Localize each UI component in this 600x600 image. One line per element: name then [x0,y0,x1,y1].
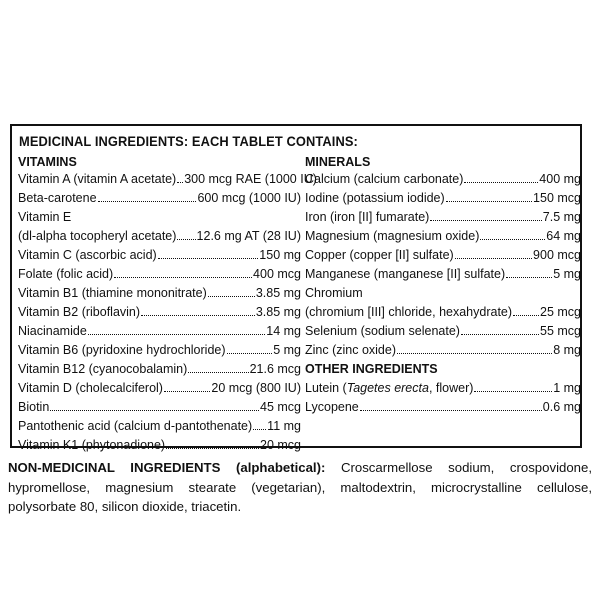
dot-leader [208,285,255,297]
non-medicinal-text: Croscarmellose sodium, crospovidone, hypromellose, magnesium stearate (vegetarian), maltodextrin, microcrystalline cellulose, polysorbate 80, silicon dioxide, triacetin. [8,460,592,514]
ingredient-amount: 150 mg [259,248,301,262]
ingredient-name: Vitamin D (cholecalciferol) [18,381,163,395]
dot-leader [430,209,541,221]
ingredient-amount: 64 mg [546,229,581,243]
ingredient-row [18,265,301,284]
dot-leader [158,247,259,259]
ingredient-name: Vitamin C (ascorbic acid) [18,248,157,262]
ingredient-row-lycopene [305,398,581,417]
dot-leader [253,418,266,430]
ingredient-amount: 14 mg [266,324,301,338]
ingredient-amount: 5 mg [553,267,581,281]
dot-leader [464,171,538,183]
ingredient-name: Vitamin A (vitamin A acetate) [18,172,177,186]
ingredient-amount: 8 mg [553,343,581,357]
ingredient-amount: 7.5 mg [542,210,581,224]
ingredient-name: Iron (iron [II] fumarate) [305,210,430,224]
ingredient-amount: 45 mcg [260,400,301,414]
ingredient-name: (dl-alpha tocopheryl acetate) [18,229,177,243]
dot-leader [188,361,248,373]
ingredient-row [18,170,317,189]
ingredient-row [305,208,581,227]
ingredient-name: Manganese (manganese [II] sulfate) [305,267,506,281]
dot-leader [455,247,532,259]
ingredient-name: Niacinamide [18,324,87,338]
ingredient-name: Beta-carotene [18,191,97,205]
dot-leader [461,323,539,335]
ingredient-name: Vitamin E [18,210,72,224]
dot-leader [141,304,255,316]
ingredient-row [18,398,301,417]
ingredient-row [18,189,301,208]
dot-leader [177,171,183,183]
ingredient-row [18,303,301,322]
ingredient-row [305,303,581,322]
minerals-column [305,154,581,417]
ingredient-row-lutein [305,379,581,398]
ingredient-row [305,322,581,341]
non-medicinal-label: NON-MEDICINAL INGREDIENTS (alphabetical): [8,460,326,475]
dot-leader [114,266,252,278]
other-ingredients-heading: OTHER INGREDIENTS [305,362,438,376]
vitamins-column [18,154,317,455]
dot-leader [474,380,552,392]
ingredient-row [18,360,301,379]
medicinal-ingredients-panel [10,124,582,452]
ingredient-name: Copper (copper [II] sulfate) [305,248,454,262]
ingredient-row [305,170,581,189]
ingredient-name: Iodine (potassium iodide) [305,191,445,205]
minerals-heading: MINERALS [305,155,371,169]
dot-leader [98,190,197,202]
ingredient-row [18,208,301,227]
ingredient-row [18,379,301,398]
ingredient-name: Vitamin B1 (thiamine mononitrate) [18,286,207,300]
vitamins-heading: VITAMINS [18,155,77,169]
ingredient-amount: 20 mcg (800 IU) [211,381,301,395]
ingredient-amount: 600 mcg (1000 IU) [197,191,301,205]
ingredient-amount: 5 mg [273,343,301,357]
ingredient-row [305,265,581,284]
ingredient-name: Vitamin B12 (cyanocobalamin) [18,362,188,376]
dot-leader [227,342,273,354]
panel-title: MEDICINAL INGREDIENTS: EACH TABLET CONTAINS: [19,133,358,149]
dot-leader [480,228,545,240]
ingredient-name: Magnesium (magnesium oxide) [305,229,480,243]
ingredient-row [305,189,581,208]
minerals-list [305,170,581,360]
ingredient-name: Pantothenic acid (calcium d-pantothenate) [18,419,253,433]
dot-leader [177,228,195,240]
dot-leader [88,323,265,335]
ingredient-amount: 11 mg [267,419,301,433]
ingredient-name: Vitamin K1 (phytonadione) [18,438,166,452]
ingredient-row [305,246,581,265]
ingredient-name: Calcium (calcium carbonate) [305,172,464,186]
ingredient-row [18,322,301,341]
ingredient-amount: 12.6 mg AT (28 IU) [196,229,301,243]
ingredient-amount: 400 mcg [253,267,301,281]
non-medicinal-ingredients [8,458,592,517]
ingredient-row [305,341,581,360]
ingredient-amount: 21.6 mcg [249,362,301,376]
dot-leader [446,190,532,202]
ingredient-amount: 1 mg [553,381,581,395]
ingredient-amount: 3.85 mg [255,286,301,300]
dot-leader [506,266,552,278]
ingredient-name: Lycopene [305,400,359,414]
ingredient-name: Selenium (sodium selenate) [305,324,460,338]
ingredient-row [18,284,301,303]
ingredient-amount: 400 mg [539,172,581,186]
ingredient-name: (chromium [III] chloride, hexahydrate) [305,305,513,319]
dot-leader [360,399,542,411]
ingredient-row [305,227,581,246]
dot-leader [513,304,539,316]
ingredient-amount: 300 mcg RAE (1000 IU) [184,172,317,186]
ingredient-amount: 900 mcg [533,248,581,262]
ingredient-amount: 20 mcg [260,438,301,452]
ingredient-name: Vitamin B6 (pyridoxine hydrochloride) [18,343,226,357]
ingredient-name: Chromium [305,286,363,300]
dot-leader [166,437,259,449]
ingredient-amount: 0.6 mg [542,400,581,414]
vitamins-list [18,170,317,455]
ingredient-name: Zinc (zinc oxide) [305,343,396,357]
ingredient-amount: 25 mcg [540,305,581,319]
ingredient-row [18,246,301,265]
ingredient-row [18,417,301,436]
dot-leader [164,380,210,392]
ingredient-row [305,284,581,303]
ingredient-name: Biotin [18,400,50,414]
ingredient-row [18,227,301,246]
ingredient-name: Lutein (Tagetes erecta, flower) [305,381,474,395]
ingredient-amount: 3.85 mg [255,305,301,319]
dot-leader [397,342,552,354]
ingredient-name: Vitamin B2 (riboflavin) [18,305,141,319]
ingredient-amount: 150 mcg [533,191,581,205]
ingredient-row [18,436,301,455]
ingredient-amount: 55 mcg [540,324,581,338]
dot-leader [50,399,259,411]
ingredient-name: Folate (folic acid) [18,267,114,281]
ingredient-row [18,341,301,360]
